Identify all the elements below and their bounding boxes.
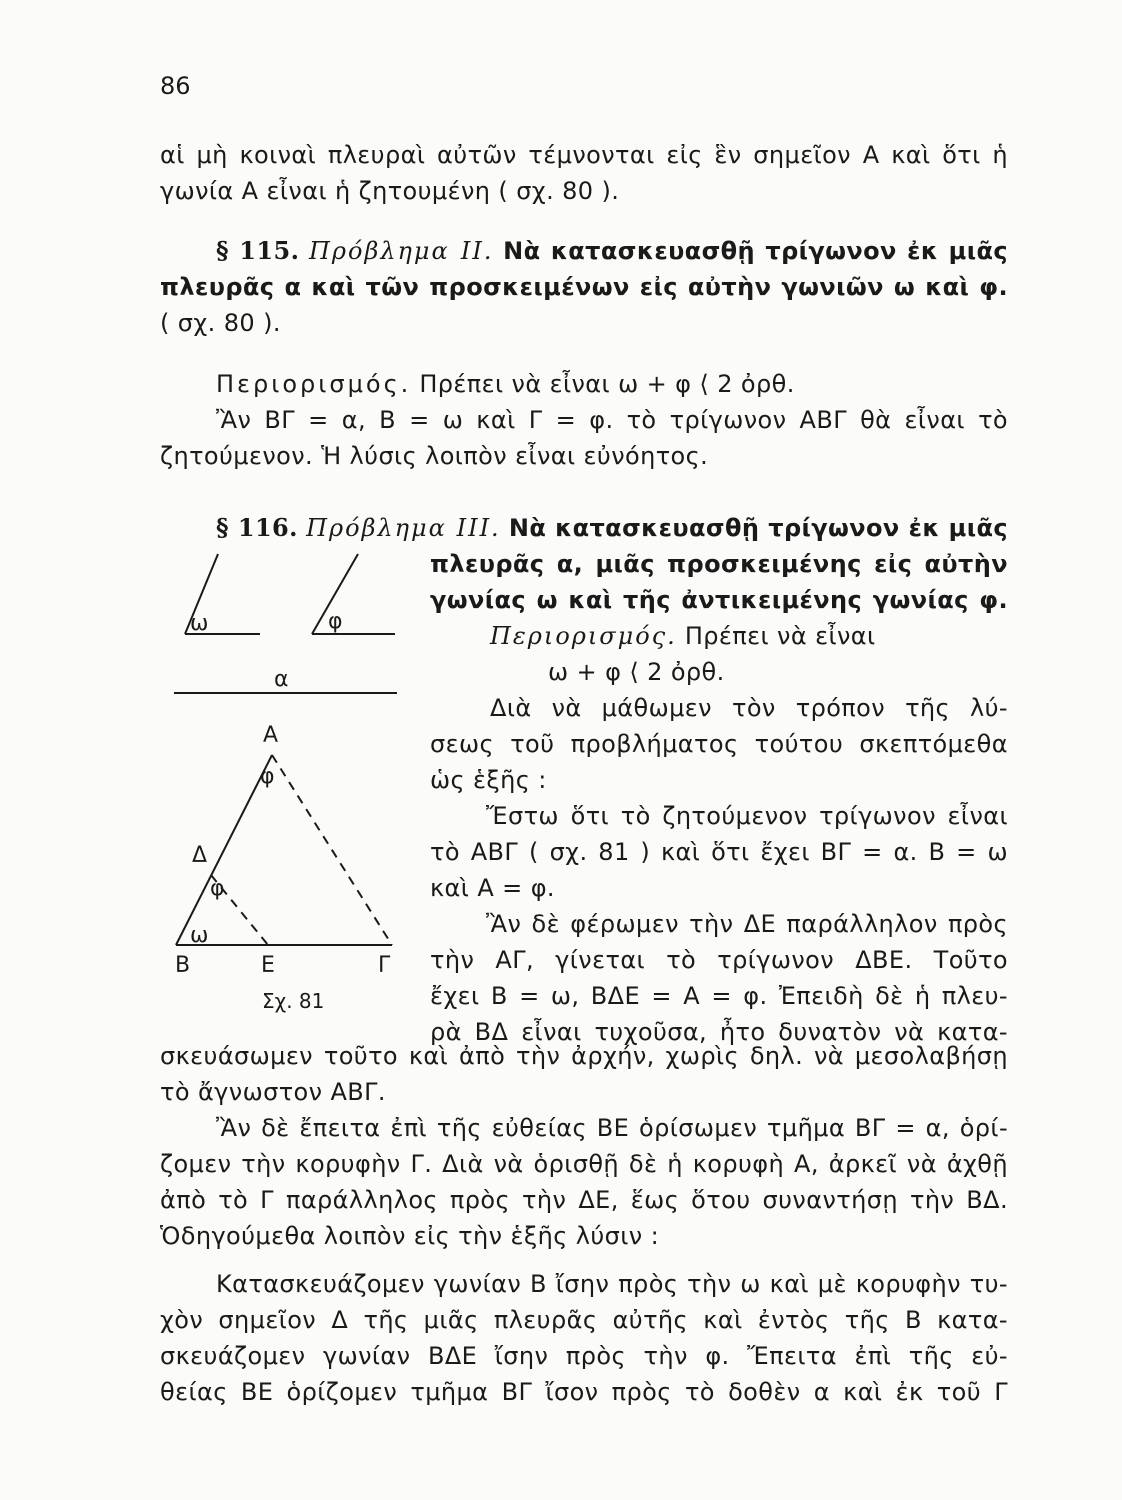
text-line: ζητούμενον. Ἡ λύσις λοιπὸν εἶναι εὐνόητος. [160, 442, 709, 470]
angle-f-top-label: φ [260, 764, 275, 789]
restriction-label: Περιορισμός. [216, 370, 412, 398]
page-number: 86 [160, 72, 191, 100]
vertex-A-label: Α [263, 723, 279, 748]
section-116-heading-line [160, 510, 1008, 546]
figure-reference: ( σχ. 80 ). [160, 309, 281, 337]
section-116-right-column [430, 546, 1008, 1050]
restriction-line [160, 366, 1008, 402]
text-line: Ἂν δὲ φέρωμεν τὴν ΔΕ παράλληλον πρὸς [486, 910, 1008, 938]
problem-title: Νὰ κατασκευασθῇ τρίγωνον ἐκ μιᾶς [508, 514, 1008, 542]
problem-title: Νὰ κατασκευασθῇ τρίγωνον ἐκ μιᾶς [503, 237, 1009, 265]
text-line: σκευάσωμεν τοῦτο καὶ ἀπὸ τὴν ἀρχήν, χωρὶς δηλ. νὰ μεσολαβήσῃ [160, 1042, 1008, 1070]
text-line: γωνία Α εἶναι ἡ ζητουμένη ( σχ. 80 ). [160, 177, 620, 205]
text-line: Διὰ νὰ μάθωμεν τὸν τρόπον τῆς λύ- [490, 694, 1008, 722]
text-line: χὸν σημεῖον Δ τῆς μιᾶς πλευρᾶς αὐτῆς καὶ ἐντὸς τῆς Β κατα- [160, 1306, 1008, 1334]
figure-81 [160, 550, 420, 1020]
section-116-heading [160, 510, 1008, 546]
text-line: σεως τοῦ προβλήματος τούτου σκεπτόμεθα [430, 730, 1008, 758]
text-line: σκευάζομεν γωνίαν ΒΔΕ ἴσην πρὸς τὴν φ. Ἔπειτα ἐπὶ τῆς εὐ- [160, 1342, 1008, 1370]
section-115-body [160, 366, 1008, 474]
side-AG [272, 755, 392, 945]
vertex-G-label: Γ [378, 953, 391, 978]
problem-label: Πρόβλημα ΙΙ. [308, 237, 494, 265]
restriction-label: Περιορισμός. [490, 622, 677, 650]
restriction-line [430, 618, 1008, 654]
vertex-D-label: Δ [192, 843, 208, 868]
problem-title-line: πλευρᾶς α, μιᾶς προσκειμένης εἰς αὐτὴν [430, 550, 1008, 578]
vertex-B-label: Β [175, 953, 191, 978]
text-line: ζομεν τὴν κορυφὴν Γ. Διὰ νὰ ὁρισθῇ δὲ ἡ κορυφὴ Α, ἀρκεῖ νὰ ἀχθῇ [160, 1150, 1008, 1178]
segment-a-label: α [274, 667, 289, 692]
text-line: τὴν ΑΓ, γίνεται τὸ τρίγωνον ΔΒΕ. Τοῦτο [430, 946, 1008, 974]
text-line: Κατασκευάζομεν γωνίαν Β ἴσην πρὸς τὴν ω καὶ μὲ κορυφὴν τυ- [216, 1270, 1008, 1298]
problem-title-line: γωνίας ω καὶ τῆς ἀντικειμένης γωνίας φ. [430, 586, 1008, 614]
text-line: ὡς ἑξῆς : [430, 766, 547, 794]
text-line: Ἂν δὲ ἔπειτα ἐπὶ τῆς εὐθείας ΒΕ ὁρίσωμεν τμῆμα ΒΓ = α, ὁρί- [216, 1114, 1008, 1142]
restriction-text: Πρέπει νὰ εἶναι [684, 622, 876, 650]
angle-f-label: φ [328, 609, 343, 634]
angle-f-mid-label: φ [210, 876, 225, 901]
text-line: καὶ Α = φ. [430, 874, 555, 902]
section-number: § 115. [216, 236, 300, 265]
problem-label: Πρόβλημα ΙΙΙ. [306, 514, 501, 542]
angle-w-tri-label: ω [190, 923, 209, 948]
text-line: τὸ ΑΒΓ ( σχ. 81 ) καὶ ὅτι ἔχει ΒΓ = α. Β = ω [430, 838, 1008, 866]
section-number: § 116. [216, 513, 298, 542]
vertex-E-label: Ε [261, 953, 275, 978]
text-line: Ἂν ΒΓ = α, Β = ω καὶ Γ = φ. τὸ τρίγωνον ΑΒΓ θὰ εἶναι τὸ [216, 406, 1008, 434]
angle-w-label: ω [190, 611, 209, 636]
text-line: Ὁδηγούμεθα λοιπὸν εἰς τὴν ἑξῆς λύσιν : [160, 1222, 660, 1250]
text-line: ρὰ ΒΔ εἶναι τυχοῦσα, ἦτο δυνατὸν νὰ κατα- [430, 1018, 1008, 1046]
text-line: ἀπὸ τὸ Γ παράλληλος πρὸς τὴν ΔΕ, ἕως ὅτου συναντήσῃ τὴν ΒΔ. [160, 1186, 1008, 1214]
restriction-text: Πρέπει νὰ εἶναι ω + φ ⟨ 2 ὀρθ. [419, 370, 795, 398]
text-line: θείας ΒΕ ὁρίζομεν τμῆμα ΒΓ ἴσον πρὸς τὸ δοθὲν α καὶ ἐκ τοῦ Γ [160, 1378, 1008, 1406]
section-115 [160, 233, 1008, 341]
restriction-formula: ω + φ ⟨ 2 ὀρθ. [548, 658, 725, 686]
section-116-body [160, 1038, 1008, 1410]
text-line: τὸ ἄγνωστον ΑΒΓ. [160, 1078, 386, 1106]
problem-title-line: πλευρᾶς α καὶ τῶν προσκειμένων εἰς αὐτὴν γωνιῶν ω καὶ φ. [160, 273, 1008, 301]
text-line: αἱ μὴ κοιναὶ πλευραὶ αὐτῶν τέμνονται εἰς ἓν σημεῖον Α καὶ ὅτι ἡ [160, 141, 1008, 169]
text-line: Ἔστω ὅτι τὸ ζητούμενον τρίγωνον εἶναι [486, 802, 1008, 830]
side-AB [176, 755, 272, 945]
section-115-heading [160, 233, 1008, 269]
intro-paragraph [160, 137, 1008, 209]
figure-caption: Σχ. 81 [262, 989, 325, 1013]
text-line: ἔχει Β = ω, ΒΔΕ = Α = φ. Ἐπειδὴ δὲ ἡ πλευ- [430, 982, 1008, 1010]
